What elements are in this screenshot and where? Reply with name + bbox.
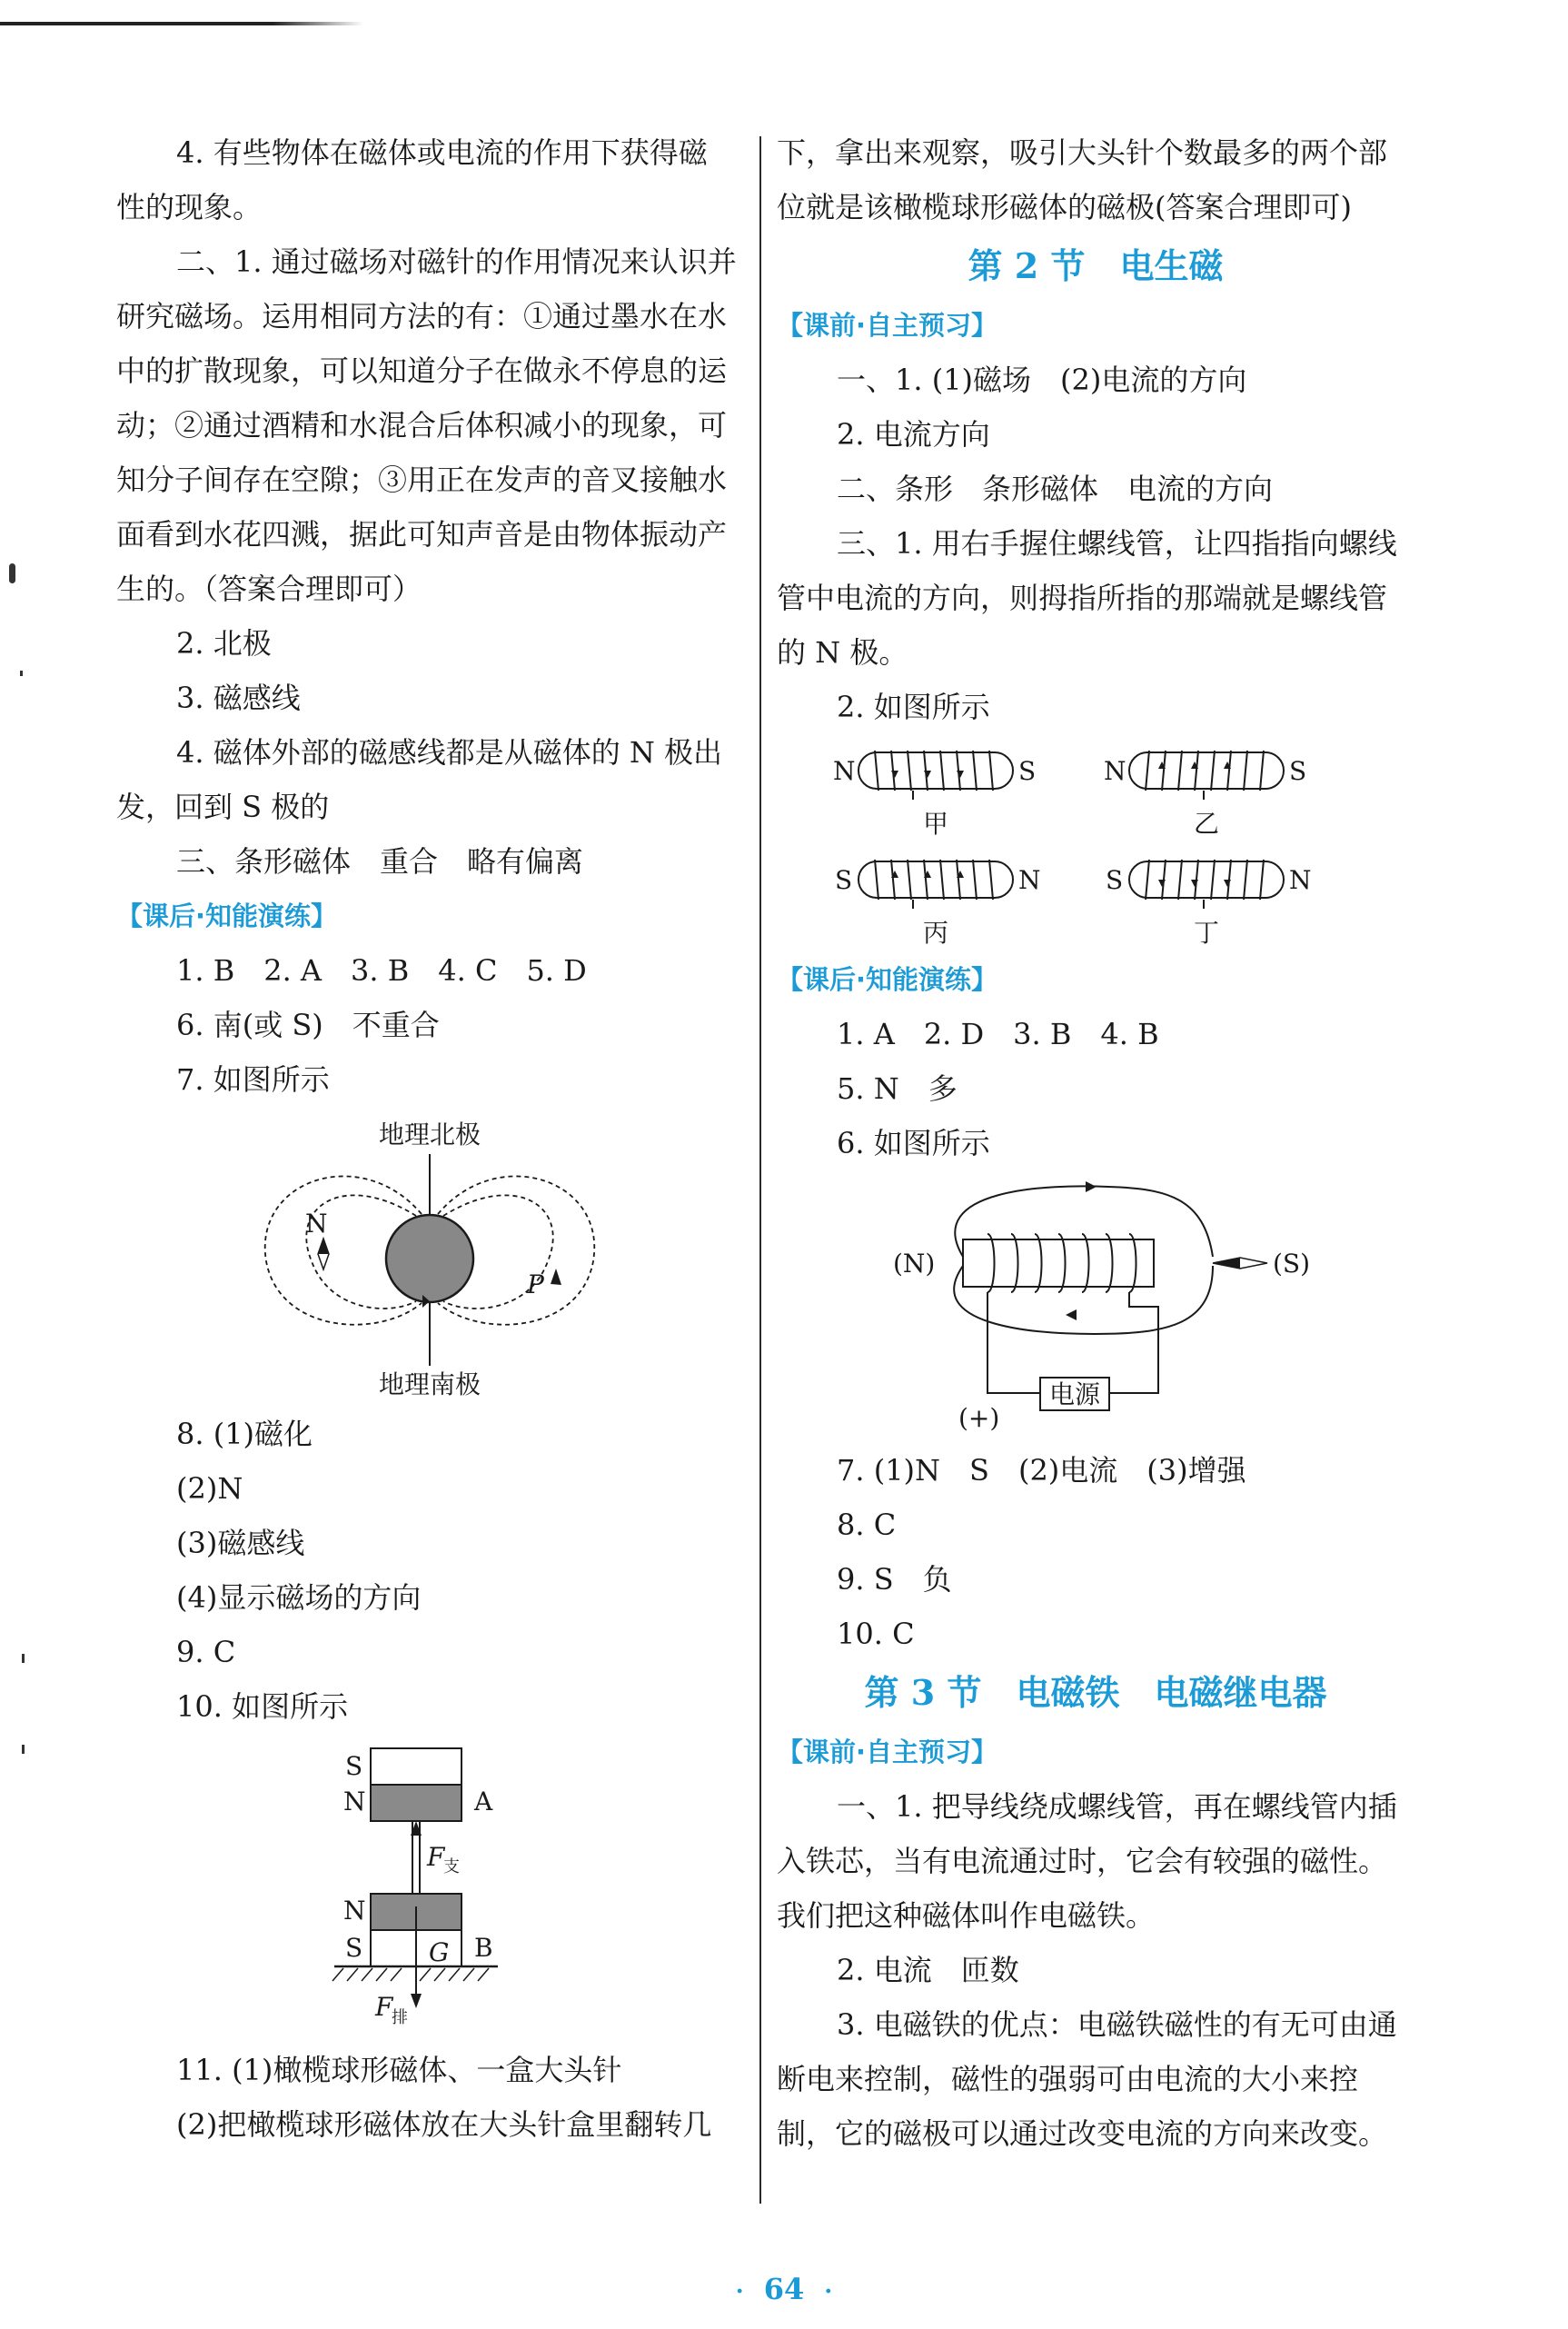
coil-yi — [1104, 751, 1306, 839]
coil-jia-label: 甲 — [922, 809, 949, 839]
post-choice-answers: 1. A 2. D 3. B 4. B — [837, 1017, 1159, 1051]
answer-8-1: 8. (1)磁化 — [176, 1417, 313, 1451]
upper-magnet-s — [371, 1748, 461, 1785]
field-loops — [954, 1186, 1213, 1334]
coil-yi-right-pole: S — [1289, 756, 1307, 786]
post-answer-8: 8. C — [837, 1508, 897, 1542]
column-divider — [759, 136, 761, 2204]
label-s-bottom: S — [345, 1933, 363, 1963]
answer-8-3: (3)磁感线 — [176, 1526, 305, 1560]
choice-answers: 1. B 2. A 3. B 4. C 5. D — [176, 953, 587, 988]
answer-6: 6. 南(或 S) 不重合 — [176, 1008, 440, 1042]
point-p-label: P — [527, 1269, 544, 1299]
answer-2-3: 3. 磁感线 — [176, 681, 301, 715]
coil-ding-right-pole: N — [1289, 865, 1312, 895]
left-column — [116, 125, 743, 2152]
label-f-repel-sub: 排 — [392, 2008, 408, 2027]
coil-jia-left-pole: N — [833, 756, 856, 786]
post-answer-10: 10. C — [837, 1617, 915, 1651]
coil-ding — [1106, 860, 1312, 948]
answer-7: 7. 如图所示 — [176, 1062, 330, 1097]
pole-n-label: (N) — [893, 1249, 936, 1279]
page-dot-left: · — [735, 2278, 744, 2305]
answer-8-2: (2)N — [176, 1471, 243, 1506]
answer-2-2: 2. 北极 — [176, 626, 272, 661]
magnets-force-figure — [116, 1734, 743, 2043]
label-b: B — [474, 1933, 493, 1963]
pre-answer-2: 2. 电流方向 — [837, 417, 990, 452]
answer-11-1: 11. (1)橄榄球形磁体、一盒大头针 — [176, 2053, 622, 2087]
electromagnet-core — [963, 1239, 1154, 1287]
sec3-answer-3: 3. 电磁铁的优点：电磁铁磁性的有无可由通断电来控制，磁性的强弱可由电流的大小来控制，它的磁极可以通过改变电流的方向来改变。 — [777, 2007, 1397, 2151]
post-answer-7: 7. (1)N S (2)电流 (3)增强 — [837, 1453, 1246, 1488]
answer-2-4: 4. 磁体外部的磁感线都是从磁体的 N 极出发，回到 S 极的 — [116, 735, 723, 824]
post-answer-6: 6. 如图所示 — [837, 1126, 990, 1160]
solenoid-coils-figure — [777, 734, 1414, 952]
scan-speck — [9, 563, 15, 583]
answer-11-cont: 下，拿出来观察，吸引大头针个数最多的两个部位就是该橄榄球形磁体的磁极(答案合理即可) — [777, 135, 1388, 224]
coil-ding-left-pole: S — [1106, 865, 1124, 895]
upper-magnet-n — [371, 1785, 461, 1821]
label-s-top: S — [345, 1751, 363, 1781]
sec3-answer-2: 2. 电流 匝数 — [837, 1953, 1019, 1987]
earth-magnetic-field-figure — [116, 1107, 743, 1407]
coil-bing-left-pole: S — [835, 865, 853, 895]
pre-answer-1: 一、1. (1)磁场 (2)电流的方向 — [837, 363, 1247, 397]
label-a: A — [474, 1787, 493, 1816]
section-tag-after-class: 【课后·知能演练】 — [116, 901, 338, 931]
power-source-label: 电源 — [1048, 1379, 1101, 1409]
label-n-bottom: N — [343, 1896, 366, 1926]
pre-answer-4: 三、1. 用右手握住螺线管，让四指指向螺线管中电流的方向，则拇指所指的那端就是螺线管的 N 极。 — [777, 526, 1397, 670]
pole-s-label: (S) — [1273, 1249, 1311, 1279]
positive-terminal-label: (+) — [958, 1403, 1000, 1433]
pre-answer-3: 二、条形 条形磁体 电流的方向 — [837, 472, 1274, 506]
coil-jia — [833, 751, 1036, 839]
scan-speck — [22, 1745, 25, 1754]
section-tag-pre-class-3: 【课前·自主预习】 — [777, 1737, 998, 1767]
page-dot-right: · — [824, 2278, 833, 2305]
answer-4-line1: 4. 有些物体在磁体或电流的作用下获得磁 — [176, 135, 708, 170]
post-answer-9: 9. S 负 — [837, 1562, 952, 1597]
coil-bing-label: 丙 — [922, 918, 949, 948]
label-g: G — [429, 1937, 450, 1967]
electromagnet-circuit-figure — [777, 1170, 1414, 1443]
coil-ding-label: 丁 — [1193, 918, 1220, 948]
post-answer-5: 5. N 多 — [837, 1071, 958, 1106]
answer-8-4: (4)显示磁场的方向 — [176, 1580, 422, 1615]
section-3-title: 第 3 节 电磁铁 电磁继电器 — [864, 1672, 1327, 1713]
sec3-answer-1: 一、1. 把导线绕成螺线管，再在螺线管内插入铁芯，当有电流通过时，它会有较强的磁性。我们把这种磁体叫作电磁铁。 — [777, 1789, 1397, 1933]
coil-yi-label: 乙 — [1193, 809, 1220, 839]
earth-globe — [386, 1215, 473, 1302]
right-column — [777, 125, 1414, 2161]
geo-south-label: 地理南极 — [378, 1369, 481, 1399]
answer-10: 10. 如图所示 — [176, 1689, 349, 1724]
needle-n-label: N — [305, 1209, 328, 1239]
coil-bing-right-pole: N — [1018, 865, 1041, 895]
label-f-support-sub: 支 — [443, 1857, 460, 1876]
answer-4-line2: 性的现象。 — [116, 190, 263, 224]
answer-9: 9. C — [176, 1635, 236, 1669]
scan-speck — [22, 1654, 25, 1663]
coil-yi-left-pole: N — [1104, 756, 1126, 786]
pre-answer-5: 2. 如图所示 — [837, 690, 990, 724]
section-tag-after-class-2: 【课后·知能演练】 — [777, 964, 998, 995]
answer-11-2: (2)把橄榄球形磁体放在大头针盒里翻转几 — [176, 2107, 712, 2142]
label-f-repel: F — [375, 1992, 393, 2022]
section-2-title: 第 2 节 电生磁 — [968, 245, 1224, 286]
answer-2-1: 二、1. 通过磁场对磁针的作用情况来认识并研究磁场。运用相同方法的有：①通过墨水在水中的扩散现象，可以知道分子在做永不停息的运动；②通过酒精和水混合后体积减小的现象，可知分子间存在空隙；③用正在发声的音叉接触水面看到水花四溅，据此可知声音是由物体振动产生的。（答案合理即可） — [116, 244, 737, 606]
section-tag-pre-class: 【课前·自主预习】 — [777, 310, 998, 341]
answer-3: 三、条形磁体 重合 略有偏离 — [176, 844, 584, 879]
label-f-support: F — [427, 1842, 445, 1872]
page-number: 64 — [763, 2272, 805, 2306]
geo-north-label: 地理北极 — [378, 1120, 481, 1150]
corner-rule — [0, 22, 363, 25]
label-n-top: N — [343, 1787, 366, 1816]
page-number-footer — [0, 2272, 1568, 2306]
coil-jia-right-pole: S — [1018, 756, 1037, 786]
scan-speck — [20, 671, 23, 676]
coil-bing — [835, 860, 1041, 948]
